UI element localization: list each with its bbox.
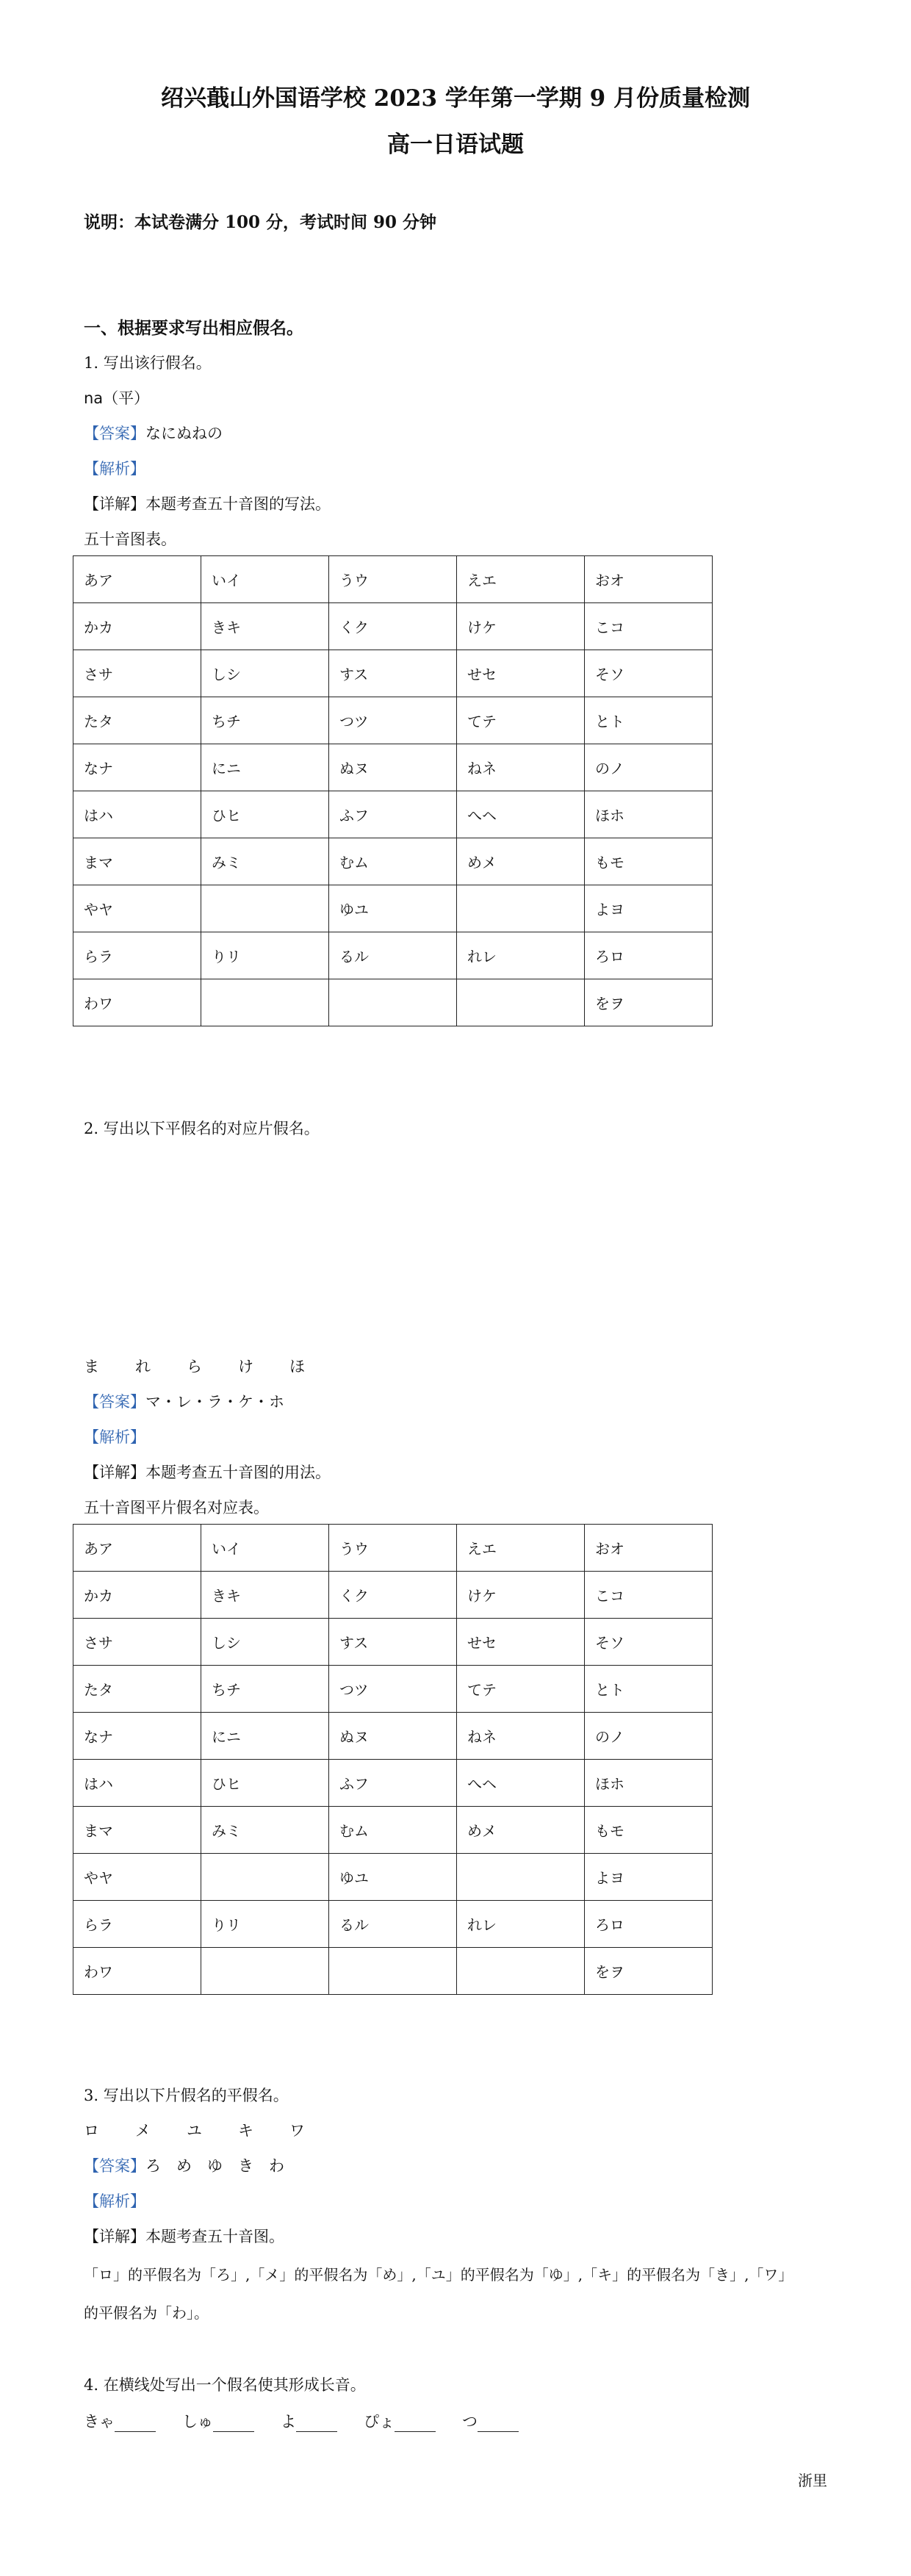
answer-blank[interactable] — [213, 2417, 254, 2432]
q3-explanation-line2: 的平假名为「わ」。 — [84, 2304, 209, 2322]
q1-table-caption: 五十音图表。 — [84, 530, 176, 548]
q3-analysis-tag: 【解析】 — [84, 2192, 145, 2210]
table-cell: まマ — [73, 1807, 201, 1854]
table-row — [73, 1948, 713, 1995]
kana-item: ら — [187, 1358, 202, 1375]
table-cell: そソ — [585, 650, 713, 697]
q4-items — [84, 2410, 545, 2432]
q3-question: 3. 写出以下片假名的平假名。 — [84, 2087, 289, 2104]
kana-item: ま — [84, 1358, 99, 1375]
answer-blank[interactable] — [115, 2417, 156, 2432]
table-cell: うウ — [329, 556, 457, 603]
answer-blank[interactable] — [395, 2417, 436, 2432]
table-cell: なナ — [73, 744, 201, 791]
instructions: 说明：本试卷满分 100 分，考试时间 90 分钟 — [84, 212, 437, 232]
table-cell: えエ — [457, 1525, 585, 1572]
detail-text: 本题考查五十音图的用法。 — [145, 1464, 331, 1481]
table-cell: みミ — [201, 838, 329, 885]
table-cell: けケ — [457, 1572, 585, 1619]
table-cell: ひヒ — [201, 791, 329, 838]
q2-table-caption: 五十音图平片假名对应表。 — [84, 1499, 269, 1517]
table-cell: をヲ — [585, 1948, 713, 1995]
table-cell: めメ — [457, 838, 585, 885]
table-cell: のノ — [585, 1713, 713, 1760]
kana-item: け — [238, 1358, 253, 1375]
table-cell: てテ — [457, 1666, 585, 1713]
table-cell: ほホ — [585, 1760, 713, 1807]
detail-text: 本题考查五十音图。 — [145, 2228, 284, 2245]
table-cell: つツ — [329, 1666, 457, 1713]
answer-text: マ・レ・ラ・ケ・ホ — [145, 1393, 284, 1411]
table-cell: けケ — [457, 603, 585, 650]
table-cell: すス — [329, 1619, 457, 1666]
q2-detail — [84, 1461, 331, 1483]
table-cell: ぬヌ — [329, 1713, 457, 1760]
table-row — [73, 1713, 713, 1760]
q1-answer — [84, 422, 223, 444]
exam-title: 绍兴蕺山外国语学校 2023 学年第一学期 9 月份质量检测 — [160, 85, 751, 112]
table-cell: しシ — [201, 1619, 329, 1666]
table-row — [73, 1807, 713, 1854]
kana-item: ほ — [289, 1358, 305, 1375]
table-row — [73, 556, 713, 603]
table-cell: らラ — [73, 1901, 201, 1948]
table-cell: とト — [585, 697, 713, 744]
table-cell — [457, 1854, 585, 1901]
table-cell: きキ — [201, 1572, 329, 1619]
table-cell: さサ — [73, 650, 201, 697]
table-row — [73, 979, 713, 1026]
table-cell: もモ — [585, 838, 713, 885]
table-cell — [201, 979, 329, 1026]
table-cell — [457, 885, 585, 932]
q3-detail — [84, 2225, 284, 2247]
exam-subtitle: 高一日语试题 — [387, 132, 524, 158]
q4-item: しゅ — [182, 2413, 213, 2431]
table-cell: ひヒ — [201, 1760, 329, 1807]
table-cell: さサ — [73, 1619, 201, 1666]
table-cell: りリ — [201, 932, 329, 979]
table-cell: らラ — [73, 932, 201, 979]
table-cell: つツ — [329, 697, 457, 744]
table-row — [73, 1666, 713, 1713]
gojuon-table — [73, 1524, 713, 1995]
table-cell: なナ — [73, 1713, 201, 1760]
answer-tag: 【答案】 — [84, 2157, 145, 2175]
table-cell: きキ — [201, 603, 329, 650]
table-cell: おオ — [585, 556, 713, 603]
kana-item: ロ — [84, 2122, 99, 2140]
table-cell: ふフ — [329, 1760, 457, 1807]
table-cell: へヘ — [457, 1760, 585, 1807]
table-cell: ろロ — [585, 1901, 713, 1948]
table-cell — [457, 1948, 585, 1995]
table-cell: れレ — [457, 1901, 585, 1948]
table-cell — [201, 1948, 329, 1995]
answer-text: なにぬねの — [145, 425, 223, 442]
table-cell: むム — [329, 838, 457, 885]
q2-kana-row — [84, 1355, 341, 1377]
table-cell: るル — [329, 1901, 457, 1948]
q2-analysis-tag: 【解析】 — [84, 1428, 145, 1446]
answer-tag: 【答案】 — [84, 425, 145, 442]
q1-prompt: na（平） — [84, 389, 150, 407]
table-cell — [201, 1854, 329, 1901]
detail-text: 本题考查五十音图的写法。 — [145, 495, 331, 513]
table-cell: いイ — [201, 556, 329, 603]
table-cell: かカ — [73, 1572, 201, 1619]
table-cell — [201, 885, 329, 932]
table-cell: うウ — [329, 1525, 457, 1572]
q1-question: 1. 写出该行假名。 — [84, 354, 212, 372]
table-cell: ゆユ — [329, 1854, 457, 1901]
table-cell: たタ — [73, 1666, 201, 1713]
table-cell: にニ — [201, 1713, 329, 1760]
table-row — [73, 885, 713, 932]
detail-tag: 【详解】 — [84, 2228, 145, 2245]
gojuon-table — [73, 555, 713, 1026]
q2-answer — [84, 1390, 284, 1412]
table-cell: ねネ — [457, 1713, 585, 1760]
kana-item: キ — [238, 2122, 253, 2140]
table-cell: やヤ — [73, 1854, 201, 1901]
table-row — [73, 1572, 713, 1619]
table-cell: そソ — [585, 1619, 713, 1666]
table-cell: ろロ — [585, 932, 713, 979]
table-row — [73, 1619, 713, 1666]
q4-item: きゃ — [84, 2413, 115, 2431]
table-cell: りリ — [201, 1901, 329, 1948]
table-cell: みミ — [201, 1807, 329, 1854]
table-cell: くク — [329, 1572, 457, 1619]
table-cell: ふフ — [329, 791, 457, 838]
table-cell: しシ — [201, 650, 329, 697]
table-cell: よヨ — [585, 885, 713, 932]
q4-item: ぴょ — [364, 2413, 395, 2431]
q2-question: 2. 写出以下平假名的对应片假名。 — [84, 1120, 320, 1137]
table-cell — [329, 1948, 457, 1995]
table-cell: すス — [329, 650, 457, 697]
table-cell: ぬヌ — [329, 744, 457, 791]
table-row — [73, 791, 713, 838]
table-cell: ねネ — [457, 744, 585, 791]
kana-item: れ — [135, 1358, 151, 1375]
table-cell: こコ — [585, 1572, 713, 1619]
table-row — [73, 1901, 713, 1948]
table-cell: よヨ — [585, 1854, 713, 1901]
page-footer: 浙里 — [798, 2472, 827, 2489]
table-cell: もモ — [585, 1807, 713, 1854]
table-cell: てテ — [457, 697, 585, 744]
table-cell: かカ — [73, 603, 201, 650]
table-cell: ちチ — [201, 697, 329, 744]
detail-tag: 【详解】 — [84, 1464, 145, 1481]
table-cell — [329, 979, 457, 1026]
q4-question: 4. 在横线处写出一个假名使其形成长音。 — [84, 2376, 366, 2394]
table-cell: いイ — [201, 1525, 329, 1572]
answer-blank[interactable] — [478, 2417, 519, 2432]
q3-kana-row — [84, 2119, 341, 2141]
answer-text: ろ め ゆ き わ — [145, 2157, 284, 2175]
table-cell: たタ — [73, 697, 201, 744]
table-row — [73, 744, 713, 791]
kana-item: ワ — [289, 2122, 305, 2140]
table-cell: はハ — [73, 1760, 201, 1807]
table-cell: むム — [329, 1807, 457, 1854]
table-row — [73, 1525, 713, 1572]
answer-tag: 【答案】 — [84, 1393, 145, 1411]
table-row — [73, 838, 713, 885]
table-row — [73, 650, 713, 697]
table-cell: せセ — [457, 650, 585, 697]
table-cell: へヘ — [457, 791, 585, 838]
table-cell: こコ — [585, 603, 713, 650]
kana-item: メ — [135, 2122, 151, 2140]
table-cell: えエ — [457, 556, 585, 603]
table-cell: あア — [73, 556, 201, 603]
table-cell: ほホ — [585, 791, 713, 838]
table-cell: わワ — [73, 979, 201, 1026]
table-row — [73, 932, 713, 979]
table-cell — [457, 979, 585, 1026]
q1-detail — [84, 492, 331, 514]
table-row — [73, 603, 713, 650]
q4-item: よ — [281, 2413, 296, 2431]
q4-item: つ — [462, 2413, 478, 2431]
table-cell: あア — [73, 1525, 201, 1572]
table-cell: やヤ — [73, 885, 201, 932]
table-cell: おオ — [585, 1525, 713, 1572]
table-cell: くク — [329, 603, 457, 650]
answer-blank[interactable] — [296, 2417, 337, 2432]
table-cell: まマ — [73, 838, 201, 885]
q1-analysis-tag: 【解析】 — [84, 460, 145, 478]
table-cell: せセ — [457, 1619, 585, 1666]
section1-heading: 一、根据要求写出相应假名。 — [84, 318, 303, 338]
detail-tag: 【详解】 — [84, 495, 145, 513]
table-row — [73, 1760, 713, 1807]
table-row — [73, 697, 713, 744]
table-cell: にニ — [201, 744, 329, 791]
q3-answer — [84, 2154, 284, 2176]
table-cell: れレ — [457, 932, 585, 979]
table-cell: のノ — [585, 744, 713, 791]
table-cell: ちチ — [201, 1666, 329, 1713]
table-row — [73, 1854, 713, 1901]
table-cell: わワ — [73, 1948, 201, 1995]
q3-explanation-line1: 「ロ」的平假名为「ろ」,「メ」的平假名为「め」,「ユ」的平假名为「ゆ」,「キ」的平假名为「き」,「ワ」 — [84, 2266, 793, 2284]
kana-item: ユ — [187, 2122, 202, 2140]
table-cell: とト — [585, 1666, 713, 1713]
table-cell: をヲ — [585, 979, 713, 1026]
table-cell: ゆユ — [329, 885, 457, 932]
table-cell: るル — [329, 932, 457, 979]
table-cell: めメ — [457, 1807, 585, 1854]
table-cell: はハ — [73, 791, 201, 838]
